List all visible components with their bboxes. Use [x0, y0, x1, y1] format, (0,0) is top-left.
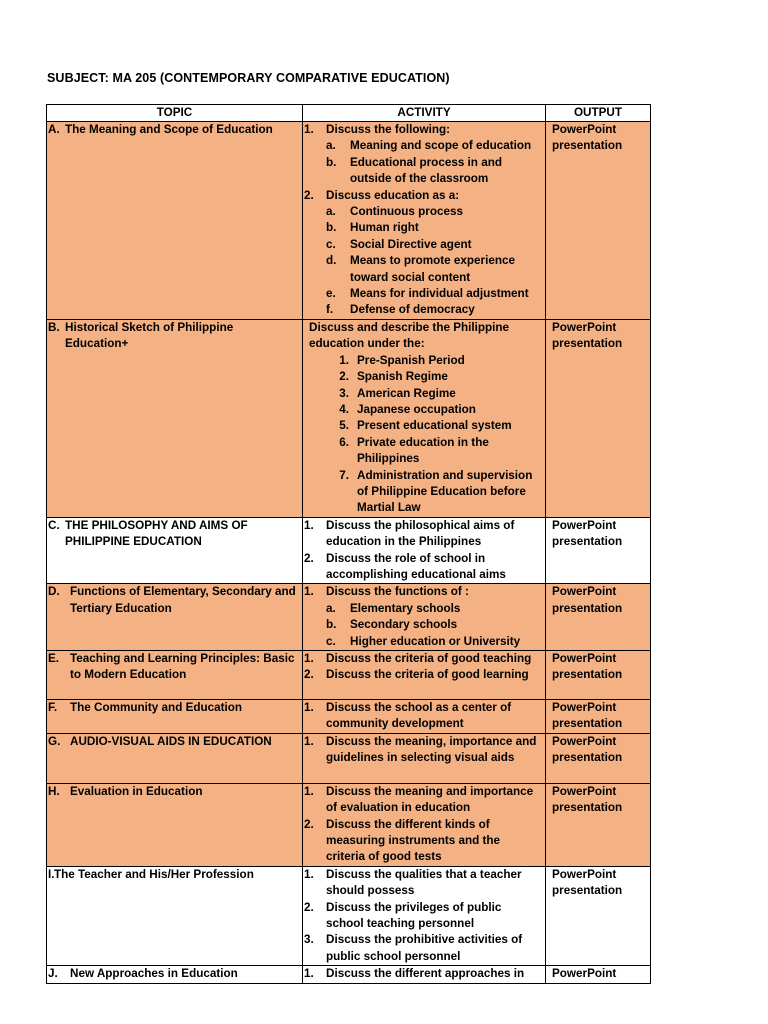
table-row — [47, 700, 651, 734]
output-cell — [546, 319, 651, 517]
activity-item — [303, 551, 542, 584]
subitem-letter: d. — [326, 254, 337, 268]
output-line: presentation — [552, 668, 623, 682]
subitem-text: Elementary schools — [350, 601, 461, 615]
subitem-text: Social Directive agent — [350, 237, 472, 251]
item-number: 1. — [304, 701, 314, 714]
topic-letter: A. — [48, 123, 60, 136]
activity-content — [303, 651, 545, 684]
topic-cell — [47, 584, 303, 651]
output-line: PowerPoint — [552, 320, 617, 334]
item-text: Spanish Regime — [357, 370, 448, 384]
output-cell — [546, 517, 651, 584]
item-number: 5. — [339, 419, 349, 433]
activity-numbered-item — [303, 468, 542, 517]
topic-letter: B. — [48, 320, 60, 334]
output-cell — [546, 733, 651, 783]
item-number: 1. — [304, 585, 314, 599]
topic-title: Evaluation in Education — [70, 784, 203, 798]
topic-letter: J. — [48, 967, 58, 981]
activity-cell — [303, 733, 546, 783]
activity-numbered-item — [303, 402, 542, 418]
activity-subitem — [303, 204, 542, 220]
item-number: 1. — [304, 784, 314, 798]
item-number: 2. — [304, 551, 314, 565]
output-line: presentation — [552, 717, 623, 731]
activity-cell — [303, 700, 546, 734]
item-text: Discuss the different approaches in — [326, 967, 525, 981]
subitem-letter: c. — [326, 634, 336, 648]
output-line: presentation — [552, 801, 623, 815]
activity-content — [303, 867, 545, 965]
topic-entry — [47, 122, 302, 138]
item-number: 1. — [304, 734, 314, 748]
document-subject: SUBJECT: MA 205 (CONTEMPORARY COMPARATIVE EDUCATION) — [47, 71, 450, 85]
topic-cell — [47, 966, 303, 983]
topic-cell — [47, 866, 303, 965]
item-text: Discuss the meaning, importance and guidelines in selecting visual aids — [326, 734, 537, 765]
item-number: 1. — [304, 518, 314, 532]
topic-title: The Community and Education — [70, 701, 243, 714]
output-line: presentation — [552, 751, 623, 765]
activity-item — [303, 518, 542, 551]
subitem-letter: a. — [326, 205, 336, 219]
activity-item — [303, 784, 542, 817]
item-number: 1. — [304, 867, 314, 881]
table-header-row — [47, 105, 651, 122]
item-text: Discuss the privileges of public school teaching personnel — [326, 900, 502, 931]
output-content — [546, 651, 650, 684]
output-content — [546, 122, 650, 155]
output-content — [546, 966, 650, 982]
table-row — [47, 651, 651, 700]
table-row — [47, 319, 651, 517]
output-line: PowerPoint — [552, 652, 617, 665]
output-cell — [546, 700, 651, 734]
activity-subitem — [303, 155, 542, 188]
output-content — [546, 518, 650, 551]
topic-title: The Teacher and His/Her Profession — [54, 867, 254, 881]
item-number: 1. — [304, 123, 314, 136]
item-text: Discuss education as a: — [326, 188, 460, 202]
activity-cell — [303, 517, 546, 584]
activity-subitem — [303, 286, 542, 302]
output-content — [546, 734, 650, 767]
topic-cell — [47, 122, 303, 320]
item-text: Discuss the prohibitive activities of public school personnel — [326, 933, 523, 963]
topic-title: Teaching and Learning Principles: Basic to Modern Education — [70, 652, 295, 682]
topic-cell — [47, 319, 303, 517]
output-line: presentation — [552, 884, 623, 898]
subitem-text: Means for individual adjustment — [350, 287, 529, 301]
item-text: Discuss the meaning and importance of evaluation in education — [326, 784, 534, 815]
table-row — [47, 866, 651, 965]
item-number: 2. — [339, 370, 349, 384]
topic-cell — [47, 733, 303, 783]
activity-cell — [303, 584, 546, 651]
activity-cell — [303, 866, 546, 965]
activity-content — [303, 584, 545, 650]
output-line: PowerPoint — [552, 967, 617, 981]
subitem-letter: a. — [326, 601, 336, 615]
subitem-letter: e. — [326, 287, 336, 301]
subitem-letter: b. — [326, 221, 337, 235]
activity-numbered-item — [303, 353, 542, 369]
subitem-letter: c. — [326, 237, 336, 251]
activity-content — [303, 784, 545, 866]
output-cell — [546, 584, 651, 651]
topic-entry — [47, 734, 302, 750]
output-cell — [546, 866, 651, 965]
activity-subitem — [303, 634, 542, 650]
topic-cell — [47, 651, 303, 700]
output-line: PowerPoint — [552, 734, 617, 748]
item-text: Pre-Spanish Period — [357, 353, 465, 367]
subitem-text: Secondary schools — [350, 618, 458, 632]
output-cell — [546, 783, 651, 866]
output-line: presentation — [552, 535, 623, 549]
output-content — [546, 784, 650, 817]
activity-subitem — [303, 253, 542, 286]
output-content — [546, 584, 650, 617]
topic-entry — [47, 867, 302, 883]
output-content — [546, 867, 650, 900]
topic-cell — [47, 783, 303, 866]
output-line: PowerPoint — [552, 784, 617, 798]
item-number: 4. — [339, 402, 349, 416]
subitem-text: Human right — [350, 221, 419, 235]
item-text: Present educational system — [357, 419, 512, 433]
activity-content — [303, 966, 545, 982]
output-line: PowerPoint — [552, 701, 617, 714]
activity-cell — [303, 319, 546, 517]
topic-entry — [47, 320, 302, 353]
output-cell — [546, 122, 651, 320]
item-number: 2. — [304, 188, 314, 202]
activity-numbered-item — [303, 386, 542, 402]
activity-subitem — [303, 302, 542, 318]
topic-cell — [47, 700, 303, 734]
subitem-letter: a. — [326, 139, 336, 153]
output-line: presentation — [552, 601, 623, 615]
topic-cell — [47, 517, 303, 584]
activity-item — [303, 122, 542, 138]
activity-subitem — [303, 601, 542, 617]
item-text: American Regime — [357, 386, 456, 400]
item-number: 3. — [339, 386, 349, 400]
item-number: 7. — [339, 468, 349, 482]
subitem-text: Defense of democracy — [350, 303, 475, 317]
item-text: Private education in the Philippines — [357, 435, 489, 466]
subitem-text: Means to promote experience toward social content — [350, 254, 515, 284]
activity-numbered-item — [303, 369, 542, 385]
activity-item — [303, 900, 542, 933]
activity-item — [303, 667, 542, 683]
item-text: Discuss the qualities that a teacher should possess — [326, 867, 522, 898]
item-number: 6. — [339, 435, 349, 449]
activity-item — [303, 188, 542, 204]
activity-cell — [303, 651, 546, 700]
syllabus-table — [46, 104, 651, 984]
syllabus-table-body — [47, 122, 651, 984]
table-row — [47, 517, 651, 584]
subitem-letter: f. — [326, 303, 334, 317]
topic-entry — [47, 584, 302, 617]
topic-title: The Meaning and Scope of Education — [65, 123, 273, 136]
activity-content — [303, 320, 545, 517]
topic-header: TOPIC — [47, 105, 303, 122]
output-line: presentation — [552, 139, 623, 153]
activity-item — [303, 700, 542, 733]
output-content — [546, 320, 650, 353]
activity-subitem — [303, 237, 542, 253]
item-number: 1. — [339, 353, 349, 367]
activity-content — [303, 734, 545, 767]
activity-header: ACTIVITY — [303, 105, 546, 122]
activity-cell — [303, 122, 546, 320]
item-text: Discuss the functions of : — [326, 585, 469, 599]
activity-content — [303, 700, 545, 733]
topic-entry — [47, 651, 302, 684]
topic-title: New Approaches in Education — [70, 967, 238, 981]
item-text: Japanese occupation — [357, 402, 476, 416]
item-text: Discuss the following: — [326, 123, 451, 136]
topic-letter: I. — [48, 867, 55, 881]
activity-numbered-item — [303, 418, 542, 434]
item-text: Administration and supervision of Philippine Education before Martial Law — [357, 468, 533, 515]
item-text: Discuss the criteria of good learning — [326, 668, 529, 682]
topic-entry — [47, 700, 302, 716]
topic-title: THE PHILOSOPHY AND AIMS OF PHILIPPINE EDUCATION — [65, 518, 248, 549]
activity-item — [303, 867, 542, 900]
topic-letter: D. — [48, 585, 60, 599]
table-row — [47, 783, 651, 866]
activity-numbered-item — [303, 435, 542, 468]
output-content — [546, 700, 650, 733]
activity-subitem — [303, 617, 542, 633]
topic-entry — [47, 518, 302, 551]
topic-entry — [47, 966, 302, 982]
activity-cell — [303, 783, 546, 866]
subitem-text: Educational process in and outside of the classroom — [350, 155, 502, 186]
topic-entry — [47, 784, 302, 800]
activity-item — [303, 817, 542, 866]
item-number: 1. — [304, 652, 314, 665]
activity-subitem — [303, 138, 542, 154]
topic-title: AUDIO-VISUAL AIDS IN EDUCATION — [70, 734, 272, 748]
subitem-text: Higher education or University — [350, 634, 521, 648]
table-row — [47, 966, 651, 983]
output-line: PowerPoint — [552, 518, 617, 532]
activity-subitem — [303, 220, 542, 236]
item-number: 2. — [304, 817, 314, 831]
topic-title: Historical Sketch of Philippine Education+ — [65, 320, 234, 351]
activity-item — [303, 734, 542, 767]
activity-item — [303, 966, 542, 982]
item-text: Discuss the school as a center of community development — [326, 701, 512, 731]
output-header: OUTPUT — [546, 105, 651, 122]
table-row — [47, 584, 651, 651]
topic-letter: G. — [48, 734, 61, 748]
item-text: Discuss the criteria of good teaching — [326, 652, 532, 665]
table-row — [47, 122, 651, 320]
table-row — [47, 733, 651, 783]
output-cell — [546, 651, 651, 700]
topic-letter: C. — [48, 518, 60, 532]
activity-intro: Discuss and describe the Philippine education under the: — [309, 320, 510, 351]
topic-title: Functions of Elementary, Secondary and Tertiary Education — [70, 585, 296, 615]
activity-cell — [303, 966, 546, 983]
item-number: 2. — [304, 900, 314, 914]
item-number: 1. — [304, 967, 314, 981]
output-cell — [546, 966, 651, 983]
activity-item — [303, 932, 542, 965]
topic-letter: F. — [48, 701, 58, 714]
subitem-letter: b. — [326, 155, 337, 169]
activity-content — [303, 518, 545, 584]
item-text: Discuss the different kinds of measuring instruments and the criteria of good tests — [326, 817, 501, 864]
activity-item — [303, 651, 542, 667]
topic-letter: H. — [48, 784, 60, 798]
output-line: PowerPoint — [552, 867, 617, 881]
output-line: PowerPoint — [552, 585, 617, 599]
activity-content — [303, 122, 545, 319]
item-text: Discuss the philosophical aims of education in the Philippines — [326, 518, 515, 549]
output-line: presentation — [552, 337, 623, 351]
activity-item — [303, 584, 542, 600]
subitem-text: Meaning and scope of education — [350, 139, 532, 153]
item-number: 3. — [304, 933, 314, 947]
output-line: PowerPoint — [552, 123, 617, 136]
subitem-text: Continuous process — [350, 205, 463, 219]
topic-letter: E. — [48, 652, 60, 665]
item-text: Discuss the role of school in accomplishing educational aims — [326, 551, 506, 581]
item-number: 2. — [304, 668, 314, 682]
subitem-letter: b. — [326, 618, 337, 632]
